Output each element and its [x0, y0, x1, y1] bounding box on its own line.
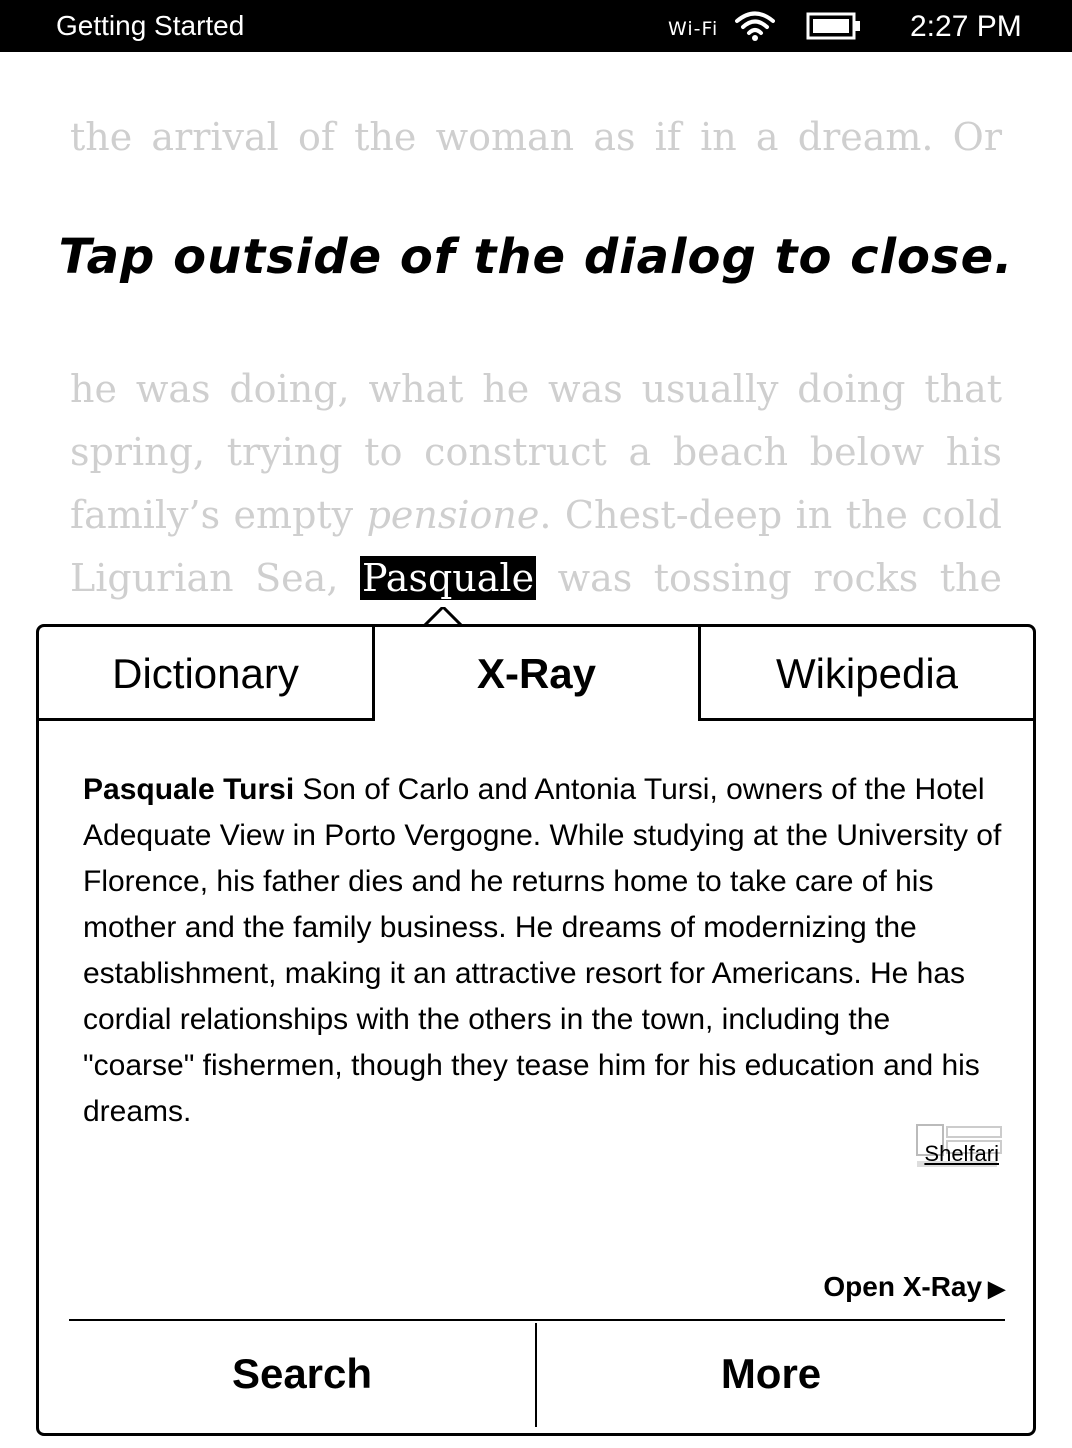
battery-icon [806, 12, 862, 40]
open-xray-link[interactable] [823, 1267, 1005, 1309]
text-segment: . Chest-deep in the cold [539, 493, 1003, 537]
status-bar [0, 0, 1072, 52]
wifi-icon [735, 10, 775, 42]
text-segment: Ligurian Sea, [70, 556, 360, 600]
tab-xray[interactable]: X-Ray [476, 650, 597, 697]
clock: 2:27 PM [910, 10, 1022, 43]
book-title[interactable]: Getting Started [56, 10, 245, 41]
more-button[interactable]: More [720, 1350, 822, 1397]
book-text-line: spring, trying to construct a beach below his [70, 430, 1002, 474]
entry-text: Son of Carlo and Antonia Tursi, owners of the Hotel Adequate View in Porto Vergogne. While studying at the University of Florence, his father dies and he returns home to take care of his mother and the family business. He dreams of modernizing the establishment, making it an attractive resort for Americans. He has cordial relationships with the others in the town, including the "coarse" fishermen, though they tease him for his education and his dreams. [83, 773, 1002, 1128]
book-text-line [70, 490, 1002, 540]
source-link[interactable]: Shelfari [924, 1141, 999, 1166]
wifi-label: Wi-Fi [668, 18, 719, 40]
selected-word[interactable]: Pasquale [361, 556, 535, 600]
tab-wikipedia[interactable]: Wikipedia [698, 627, 1033, 721]
play-arrow-icon: ▶ [988, 1276, 1005, 1301]
text-segment: was tossing rocks the [536, 556, 1003, 600]
entry-name: Pasquale Tursi [83, 773, 295, 806]
lookup-dialog [36, 624, 1036, 1436]
book-text-line [70, 553, 1002, 603]
text-segment: family’s empty [70, 493, 367, 537]
xray-description [83, 767, 1003, 1135]
book-text-line: he was doing, what he was usually doing that [70, 367, 1002, 411]
open-xray-label: Open X-Ray [823, 1271, 983, 1302]
italic-word: pensione [366, 493, 540, 537]
search-button[interactable]: Search [231, 1350, 373, 1397]
tab-dictionary[interactable]: Dictionary [39, 627, 375, 721]
dialog-close-hint: Tap outside of the dialog to close. [58, 229, 1014, 285]
book-text-line: the arrival of the woman as if in a dream. Or [70, 115, 1002, 159]
